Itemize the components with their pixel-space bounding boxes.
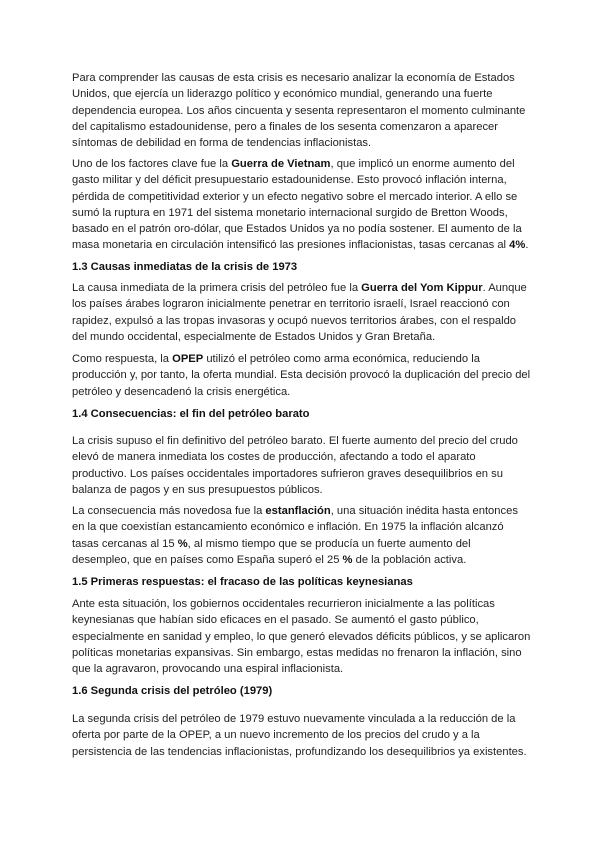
text-run: petróleo y desencadenó la crisis energética. — [72, 385, 291, 398]
text-run: utilizó el petróleo como arma económica, reduciendo la — [203, 353, 480, 365]
text-run: producción y, por tanto, la oferta mundial. Esta decisión provocó la duplicación del precio del — [72, 369, 531, 382]
text-line — [72, 221, 532, 237]
text-line — [72, 482, 532, 498]
text-line — [72, 351, 532, 367]
paragraph-intro — [72, 70, 532, 151]
paragraph-keynesian — [72, 596, 532, 677]
text-line — [72, 519, 532, 535]
text-run: balanza de pagos y en sus presupuestos públicos. — [72, 483, 323, 496]
text-run: del capitalismo estadounidense, pero a finales de los sesenta comenzaron a aparecer — [72, 120, 499, 133]
text-run: 1.4 Consecuencias: el fin del petróleo barato — [72, 408, 310, 420]
text-line — [72, 727, 532, 743]
text-line — [72, 744, 532, 760]
text-run: Ante esta situación, los gobiernos occidentales recurrieron inicialmente a las políticas — [72, 598, 495, 610]
text-run: La causa inmediata de la primera crisis del petróleo fue la — [72, 282, 362, 294]
text-run: en la que coexistían estancamiento económico e inflación. En 1975 la inflación alcanzó — [72, 521, 504, 534]
text-line — [72, 503, 532, 519]
text-run: sumó la ruptura en 1971 del sistema monetario internacional surgido de Bretton Woods, — [72, 206, 508, 219]
text-run: elevó de manera inmediata los costes de producción, afectando a todo el aparato — [72, 451, 476, 464]
text-run: La consecuencia más novedosa fue la — [72, 505, 266, 517]
text-run: pérdida de competitividad exterior y un efecto negativo sobre el mercado interior. A ello se — [72, 190, 518, 203]
bold-term: estanflación — [265, 505, 331, 517]
text-run: basado en el patrón oro-dólar, que Estados Unidos ya no podía sostener. El aumento de la — [72, 223, 522, 236]
text-run: desempleo, que en países como España superó el 25 — [72, 553, 343, 566]
text-line — [72, 189, 532, 205]
paragraph-vietnam — [72, 156, 532, 254]
text-line — [72, 552, 532, 568]
text-line — [72, 711, 532, 727]
bold-term: Guerra de Vietnam — [231, 158, 331, 170]
text-run: de la población activa. — [352, 553, 467, 566]
paragraph-consequences — [72, 433, 532, 498]
text-line — [72, 661, 532, 677]
text-run: los países árabes lograron inicialmente penetrar en territorio israelí, Israel reaccionó con — [72, 298, 510, 311]
text-line — [72, 596, 532, 612]
paragraph-yom-kippur — [72, 280, 532, 345]
bold-term: Guerra del Yom Kippur — [361, 282, 483, 294]
text-run: 1.6 Segunda crisis del petróleo (1979) — [72, 685, 273, 697]
text-line — [72, 612, 532, 628]
section-heading-1-3 — [72, 259, 532, 275]
text-line — [72, 119, 532, 135]
text-line — [72, 172, 532, 188]
text-line — [72, 156, 532, 172]
text-run: síntomas de debilidad en forma de tendencias inflacionistas. — [72, 137, 372, 150]
text-line — [72, 574, 532, 590]
text-line — [72, 280, 532, 296]
text-run: del mundo occidental, especialmente de Estados Unidos y Gran Bretaña. — [72, 330, 436, 343]
section-heading-1-4 — [72, 406, 532, 422]
text-run: Para comprender las causas de esta crisis es necesario analizar la economía de Estados — [72, 72, 515, 84]
text-run: , al mismo tiempo que se producía un fuerte aumento del — [187, 537, 471, 550]
text-run: especialmente en sanidad y empleo, lo que generó elevados déficits públicos, y se aplicaron — [72, 630, 531, 643]
text-run: Unidos, que ejercía un liderazgo político y económico mundial, generando una fuerte — [72, 88, 493, 101]
text-line — [72, 536, 532, 552]
text-run: La segunda crisis del petróleo de 1979 estuvo nuevamente vinculada a la reducción de la — [72, 713, 516, 725]
bold-term: % — [342, 553, 353, 566]
text-run: que la agravaron, provocando una espiral inflacionista. — [72, 663, 344, 676]
section-heading-1-6 — [72, 683, 532, 699]
text-run: . — [525, 239, 529, 252]
text-line — [72, 384, 532, 400]
text-line — [72, 629, 532, 645]
text-run: , que implicó un enorme aumento del — [330, 158, 515, 170]
text-line — [72, 237, 532, 253]
section-heading-1-5 — [72, 574, 532, 590]
text-line — [72, 449, 532, 465]
text-run: Como respuesta, la — [72, 353, 173, 365]
text-run: tasas cercanas al 15 — [72, 537, 178, 550]
bold-term: 4% — [509, 239, 526, 252]
text-run: persistencia de las tendencias inflacionistas, profundizando los desequilibrios ya existentes. — [72, 745, 527, 758]
text-line — [72, 313, 532, 329]
text-line — [72, 645, 532, 661]
text-run: políticas monetarias expansivas. Sin embargo, estas medidas no frenaron la inflación, sino — [72, 646, 522, 659]
text-line — [72, 683, 532, 699]
text-run: La crisis supuso el fin definitivo del petróleo barato. El fuerte aumento del precio del crudo — [72, 435, 518, 447]
text-run: masa monetaria en circulación intensificó las presiones inflacionistas, tasas cercanas al — [72, 239, 510, 252]
text-run: , una situación inédita hasta entonces — [330, 505, 518, 517]
text-line — [72, 205, 532, 221]
text-line — [72, 406, 532, 422]
text-line — [72, 329, 532, 345]
text-line — [72, 70, 532, 86]
text-line — [72, 433, 532, 449]
text-run: productivo. Los países occidentales importadores sufrieron graves desequilibrios en su — [72, 467, 503, 480]
text-run: oferta por parte de la OPEP, a un nuevo incremento de los precios del crudo y a la — [72, 729, 480, 742]
text-run: 1.5 Primeras respuestas: el fracaso de las políticas keynesianas — [72, 576, 413, 588]
text-run: Uno de los factores clave fue la — [72, 158, 232, 170]
text-line — [72, 367, 532, 383]
bold-term: % — [177, 537, 188, 550]
bold-term: OPEP — [172, 353, 204, 365]
text-line — [72, 86, 532, 102]
text-run: gasto militar y del déficit presupuestario estadounidense. Esto provocó inflación interna, — [72, 174, 507, 187]
text-line — [72, 135, 532, 151]
paragraph-opep — [72, 351, 532, 400]
text-run: . Aunque — [482, 282, 527, 294]
text-line — [72, 466, 532, 482]
paragraph-second-crisis — [72, 711, 532, 760]
paragraph-stagflation — [72, 503, 532, 568]
text-run: rapidez, expulsó a las tropas invasoras y ocupó nuevos territorios árabes, con el respaldo — [72, 314, 517, 327]
text-line — [72, 259, 532, 275]
text-line — [72, 296, 532, 312]
text-run: 1.3 Causas inmediatas de la crisis de 1973 — [72, 261, 298, 273]
text-run: keynesianas que habían sido eficaces en el pasado. Se aumentó el gasto público, — [72, 614, 479, 627]
text-run: dependencia europea. Los años cincuenta y sesenta representaron el momento culminante — [72, 104, 526, 117]
text-line — [72, 103, 532, 119]
